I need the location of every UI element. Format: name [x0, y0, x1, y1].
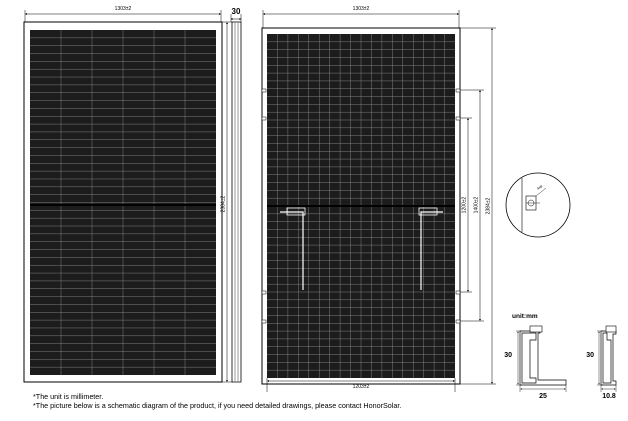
- front-height-label: 2384±2: [220, 195, 227, 213]
- long-frame-profile: [504, 326, 566, 400]
- svg-text:4x8: 4x8: [536, 184, 544, 191]
- unit-note: *The unit is millimeter.: [33, 392, 104, 401]
- hole-detail: [506, 173, 570, 237]
- inner-width-label: 1203±2: [352, 384, 370, 390]
- mounting-hole-label: 1400±2: [473, 196, 480, 214]
- front-view: [24, 6, 232, 382]
- short-frame-profile: [586, 326, 616, 400]
- back-width-label: 1303±2: [352, 6, 370, 12]
- inner-hole-label: 1200±2: [461, 196, 468, 214]
- schematic-note: *The picture below is a schematic diagram of the product, if you need detailed drawings, please contact HonorSolar.: [33, 401, 402, 410]
- back-view: [262, 6, 496, 392]
- side-view: [231, 7, 241, 382]
- side-thickness-label: 30: [231, 7, 241, 16]
- short-frame-width-label: 10.8: [602, 393, 616, 400]
- long-frame-height-label: 30: [504, 352, 512, 359]
- side-frame: [232, 22, 241, 382]
- unit-label: unit:mm: [512, 313, 538, 320]
- short-frame-height-label: 30: [586, 352, 594, 359]
- front-width-label: 1303±2: [114, 6, 132, 12]
- back-height-label: 2384±2: [485, 197, 492, 215]
- long-frame-width-label: 25: [539, 393, 547, 400]
